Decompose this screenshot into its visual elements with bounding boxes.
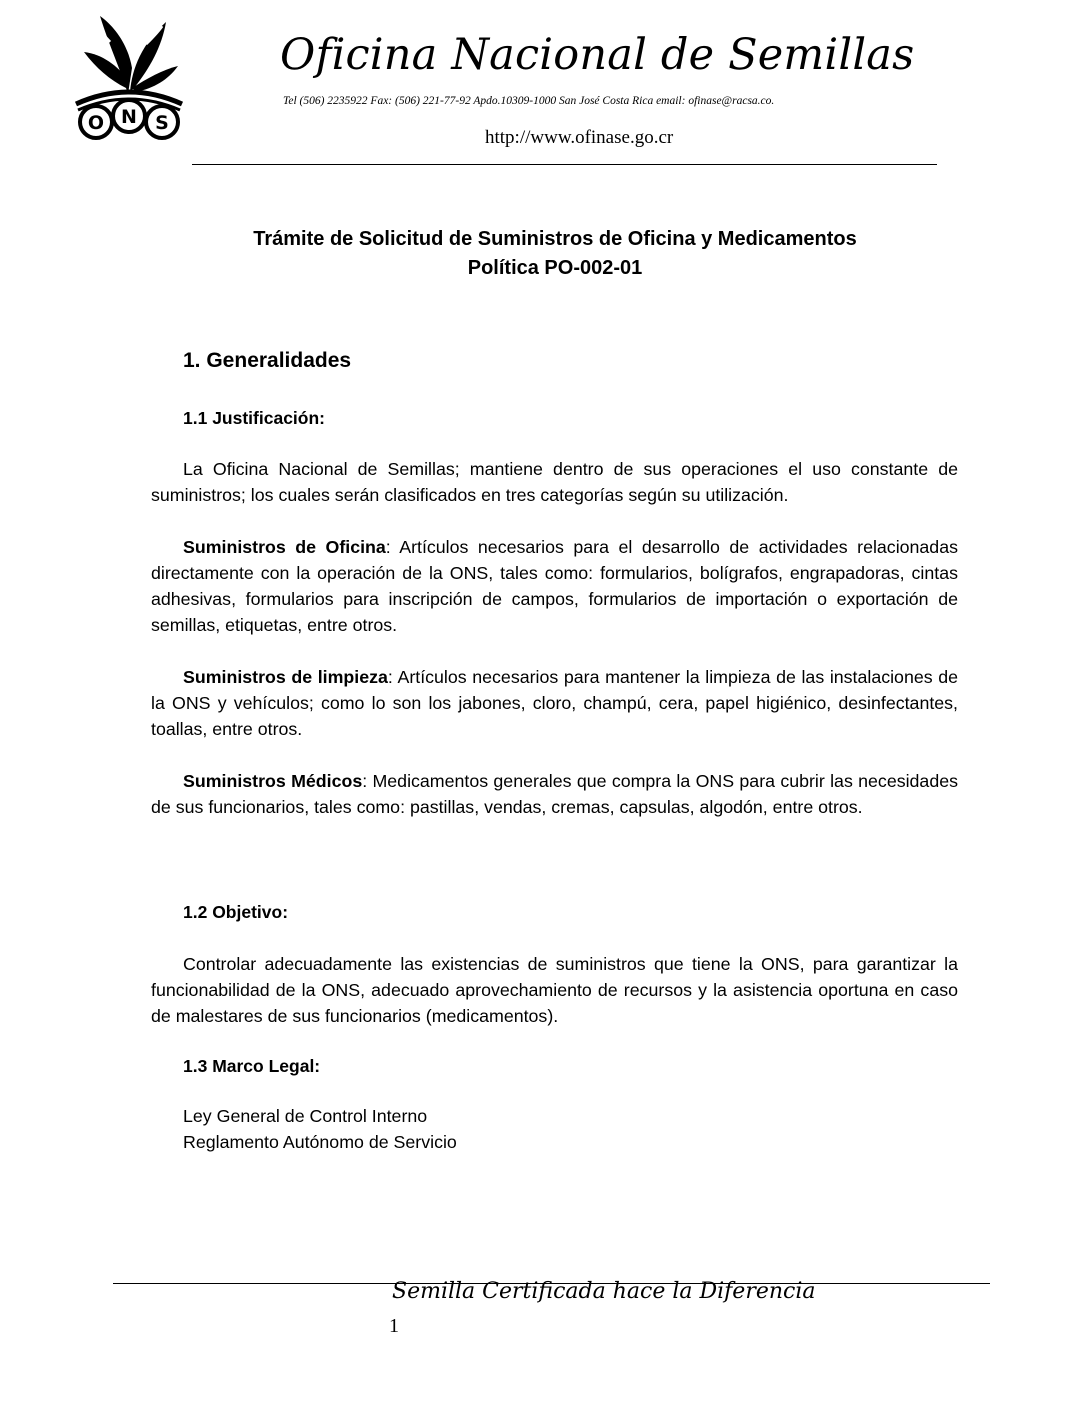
subheading-marco-legal: 1.3 Marco Legal:	[183, 1056, 321, 1076]
paragraph-suministros-limpieza	[151, 664, 958, 742]
list-item-ley-control-interno: Ley General de Control Interno	[183, 1106, 428, 1126]
page-number: 1	[389, 1315, 399, 1337]
paragraph-suministros-oficina	[151, 534, 958, 638]
paragraph-intro: La Oficina Nacional de Semillas; mantiene dentro de sus operaciones el uso constante de suministros; los cuales serán clasificados en tres categorías según su utilización.	[151, 459, 958, 505]
text-suministros-oficina: : Artículos necesarios para el desarrollo de actividades relacionadas directamente con la operación de la ONS, tales como: formularios, bolígrafos, engrapadoras, cintas adhesivas, formularios para inscripción de campos, formularios de importación o exportación de semillas, etiquetas, entre otros.	[151, 537, 958, 635]
subheading-justificacion: 1.1 Justificación:	[183, 408, 325, 428]
svg-text:N: N	[121, 106, 137, 128]
svg-text:S: S	[155, 112, 169, 134]
term-suministros-oficina: Suministros de Oficina	[183, 537, 386, 557]
footer-slogan: Semilla Certificada hace la Diferencia	[392, 1279, 816, 1304]
term-suministros-limpieza: Suministros de limpieza	[183, 667, 388, 687]
section-heading-generalidades: 1. Generalidades	[183, 349, 352, 372]
paragraph-objetivo: Controlar adecuadamente las existencias de suministros que tiene la ONS, para garantizar la funcionabilidad de la ONS, adecuado aprovechamiento de recursos y la asistencia oportuna en caso de malestares de sus funcionarios (medicamentos).	[151, 954, 958, 1026]
text-suministros-medicos: : Medicamentos generales que compra la ONS para cubrir las necesidades de sus funcionarios, tales como: pastillas, vendas, cremas, capsulas, algodón, entre otros.	[151, 771, 958, 817]
text-suministros-limpieza: : Artículos necesarios para mantener la limpieza de las instalaciones de la ONS y vehículos; como lo son los jabones, cloro, champú, cera, papel higiénico, desinfectantes, toallas, entre otros.	[151, 667, 959, 739]
organization-name: Oficina Nacional de Semillas	[280, 30, 915, 80]
list-item-reglamento: Reglamento Autónomo de Servicio	[183, 1132, 457, 1152]
header-divider	[192, 164, 937, 165]
ons-logo	[70, 8, 188, 146]
document-title: Trámite de Solicitud de Suministros de Oficina y Medicamentos	[253, 228, 857, 250]
svg-text:O: O	[87, 112, 105, 134]
term-suministros-medicos: Suministros Médicos	[183, 771, 363, 791]
policy-code: Política PO-002-01	[467, 257, 643, 279]
website-link[interactable]: http://www.ofinase.go.cr	[485, 127, 674, 148]
contact-info: Tel (506) 2235922 Fax: (506) 221-77-92 Apdo.10309-1000 San José Costa Rica email: ofinase@racsa.co.	[283, 95, 775, 107]
paragraph-suministros-medicos	[151, 768, 958, 820]
subheading-objetivo: 1.2 Objetivo:	[183, 902, 289, 922]
